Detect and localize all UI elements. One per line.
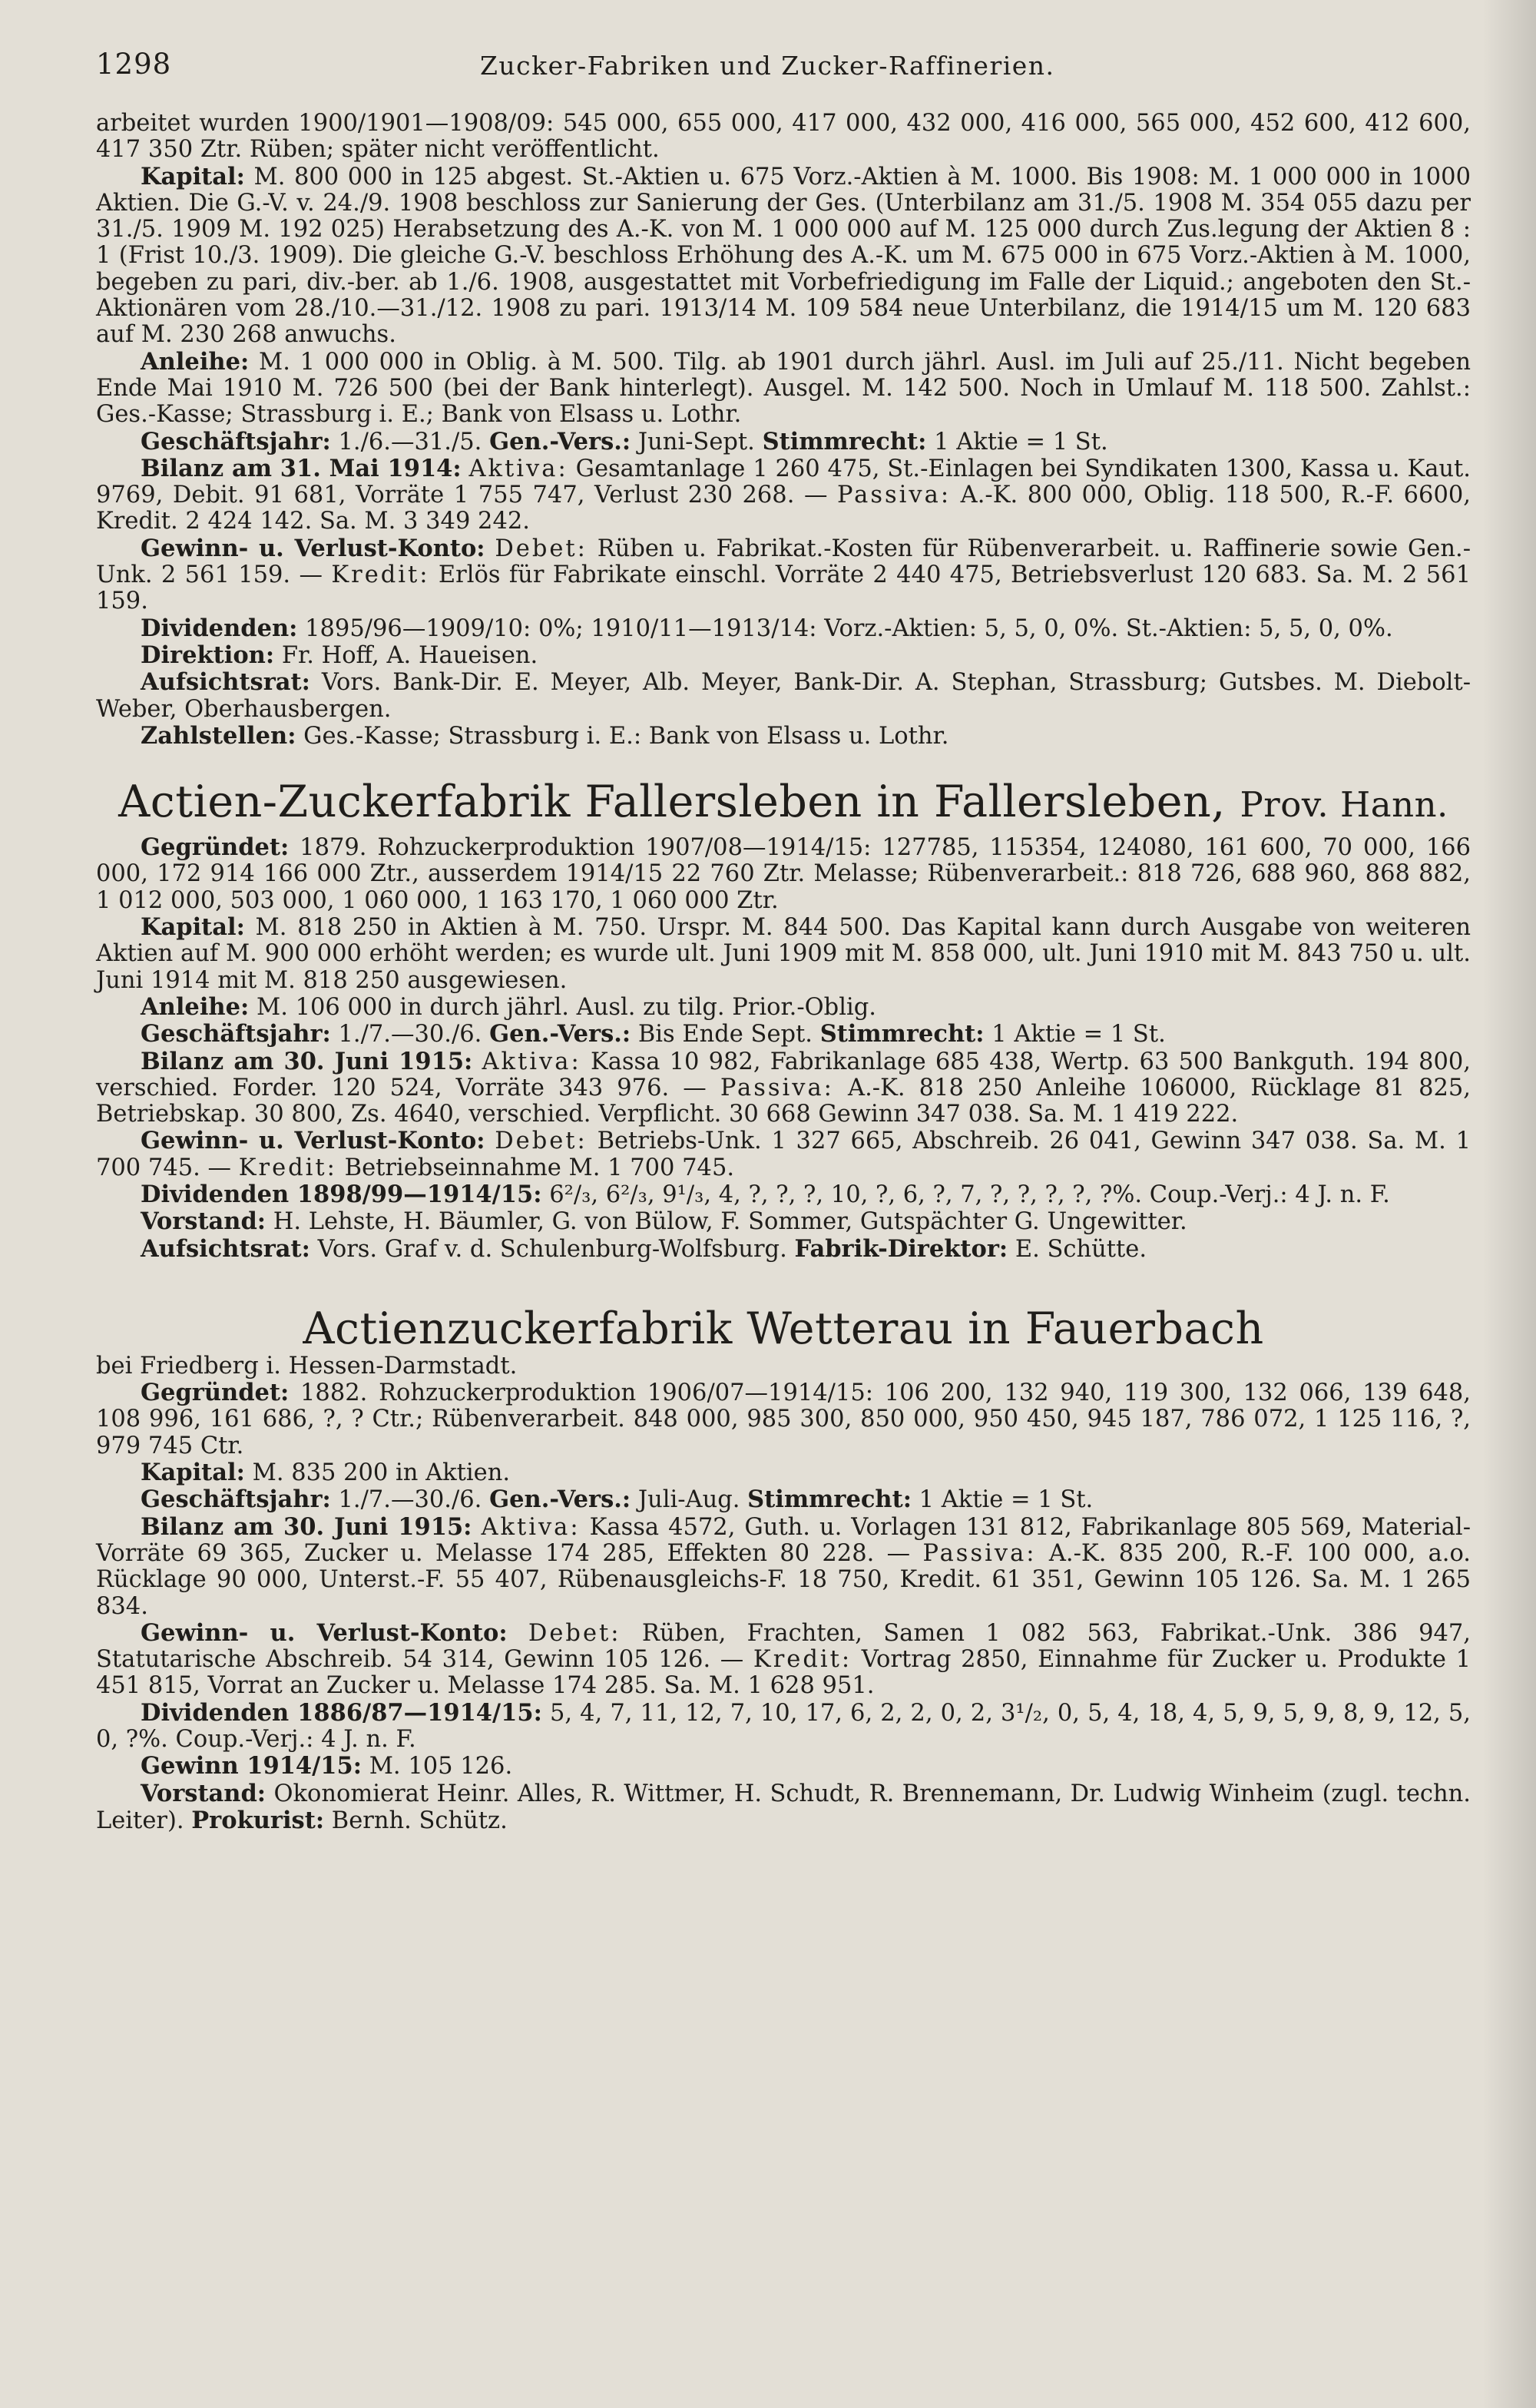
label: Bilanz am 30. Juni 1915: (141, 1512, 472, 1541)
label: Aktiva: (468, 455, 568, 482)
label: Gegründet: (141, 1379, 290, 1407)
text: 1895/96—1909/10: 0%; 1910/11—1913/14: Vorz.-Aktien: 5, 5, 0, 0%. St.-Aktien: 5, 5, 0, 0%. (305, 614, 1393, 642)
text: M. 835 200 in Aktien. (252, 1459, 511, 1487)
company-heading (96, 777, 1471, 830)
running-title: Zucker-Fabriken und Zucker-Raffinerien. (480, 51, 1055, 81)
balance-paragraph (96, 1048, 1471, 1128)
text: 5, 4, 7, 11, 12, 7, 10, 17, 6, 2, 2, 0, 2, 3¹/₂, 0, 5, 4, 18, 4, 5, 9, 5, 9, 8, 9, 12, 5, 0, ?%. Coup.-Verj.: 4 J. n. F. (96, 1699, 1471, 1754)
board-paragraph (96, 1780, 1471, 1835)
label: Passiva: (837, 482, 952, 509)
label: Stimmrecht: (762, 427, 927, 455)
business-year-paragraph (96, 1021, 1471, 1048)
business-year-paragraph (96, 429, 1471, 455)
label: Anleihe: (141, 347, 250, 376)
label: Dividenden 1898/99—1914/15: (141, 1180, 542, 1208)
company-location: bei Friedberg i. Hessen-Darmstadt. (96, 1352, 518, 1380)
supervisory-board-paragraph (96, 1236, 1471, 1263)
dividends-paragraph (96, 1700, 1471, 1754)
directors-paragraph (96, 642, 1471, 669)
label: Aktiva: (482, 1048, 581, 1075)
label: Dividenden: (141, 614, 298, 642)
label: Kapital: (141, 913, 245, 942)
text: 1879. Rohzuckerproduktion 1907/08—1914/15: 127785, 115354, 124080, 161 600, 70 000, 166 000, 172 914 166 000 Ztr., ausserdem 1914/15 22 760 Ztr. Melasse; Rübenverarbeit.: 818 726, 688 960, 868 882, 1 012 000, 503 000, 1 060 000, 1 163 170, 1 060 000 Ztr. (96, 834, 1471, 914)
page-edge-shadow (1482, 0, 1536, 2408)
text: Kassa 10 982, Fabrikanlage 685 438, Wertp. 63 500 Bankguth. 194 800, verschied. Forder. 120 524, Vorräte 343 976. — (96, 1048, 1471, 1101)
label: Gewinn- u. Verlust-Konto: (141, 534, 485, 562)
entry-wetterau (96, 1304, 1471, 1834)
label: Kredit: (753, 1646, 852, 1674)
text: M. 818 250 in Aktien à M. 750. Urspr. M. 844 500. Das Kapital kann durch Ausgabe von weiteren Aktien auf M. 900 000 erhöht werden; es wurde ult. Juni 1909 mit M. 858 000, ult. Juni 1910 mit M. 843 750 u. ult. Juni 1914 mit M. 818 250 ausgewiesen. (96, 914, 1471, 994)
loan-paragraph (96, 349, 1471, 429)
text: Erlös für Fabrikate einschl. Vorräte 2 440 475, Betriebsverlust 120 683. Sa. M. 2 561 159. (96, 561, 1471, 615)
text: 1 Aktie = 1 St. (991, 1021, 1166, 1048)
text: Rüben u. Fabrikat.-Kosten für Rübenverarbeit. u. Raffinerie sowie Gen.-Unk. 2 561 159. — (96, 535, 1471, 589)
label: Bilanz am 30. Juni 1915: (141, 1047, 473, 1075)
profit-loss-paragraph (96, 1128, 1471, 1181)
page-header (96, 48, 1471, 94)
text: M. 800 000 in 125 abgest. St.-Aktien u. 675 Vorz.-Aktien à M. 1000. Bis 1908: M. 1 000 000 in 1000 Aktien. Die G.-V. v. 24./9. 1908 beschloss zur Sanierung der Ges. (Unterbilanz am 31./5. 1908 M. 354 055 dazu per 31./5. 1909 M. 192 025) Herabsetzung des A.-K. von M. 1 000 000 auf M. 125 000 durch Zus.legung der Aktien 8 : 1 (Frist 10./3. 1909). Die gleiche G.-V. beschloss Erhöhung des A.-K. um M. 675 000 in 675 Vorz.-Aktien à M. 1000, begeben zu pari, div.-ber. ab 1./6. 1908, ausgestattet mit Vorbefriedigung im Falle der Liquid.; angeboten den St.-Aktionären vom 28./10.—31./12. 1908 zu pari. 1913/14 M. 109 584 neue Unterbilanz, die 1914/15 um M. 120 683 auf M. 230 268 anwuchs. (96, 163, 1471, 349)
label: Debet: (528, 1619, 621, 1647)
label: Aufsichtsrat: (141, 1234, 310, 1263)
label: Aktiva: (481, 1513, 581, 1541)
label: Gen.-Vers.: (489, 1486, 631, 1514)
text: Betriebseinnahme M. 1 700 745. (344, 1154, 735, 1181)
profit-loss-paragraph (96, 535, 1471, 615)
label: Kapital: (141, 1459, 245, 1487)
text: M. 105 126. (369, 1753, 513, 1780)
profit-paragraph (96, 1753, 1471, 1780)
page-number: 1298 (96, 48, 172, 81)
paying-agents-paragraph (96, 723, 1471, 750)
label: Debet: (495, 535, 588, 562)
text: Vors. Bank-Dir. E. Meyer, Alb. Meyer, Bank-Dir. A. Stephan, Strassburg; Gutsbes. M. Diebolt-Weber, Oberhausbergen. (96, 669, 1471, 723)
label: Anleihe: (141, 992, 250, 1021)
label: Debet: (495, 1128, 588, 1155)
text: Gesamtanlage 1 260 475, St.-Einlagen bei Syndikaten 1300, Kassa u. Kaut. 9769, Debit. 91 681, Vorräte 1 755 747, Verlust 230 268. — (96, 455, 1471, 509)
company-heading: Actienzuckerfabrik Wetterau in Fauerbach (303, 1303, 1264, 1354)
text: Juli-Aug. (637, 1486, 740, 1514)
text: E. Schütte. (1015, 1235, 1147, 1263)
label: Gewinn- u. Verlust-Konto: (141, 1127, 485, 1155)
label: Passiva: (922, 1539, 1037, 1567)
dividends-paragraph (96, 615, 1471, 642)
label: Bilanz am 31. Mai 1914: (141, 454, 462, 482)
label: Gen.-Vers.: (489, 1020, 631, 1048)
label: Geschäftsjahr: (141, 1486, 331, 1514)
text: 1882. Rohzuckerproduktion 1906/07—1914/15: 106 200, 132 940, 119 300, 132 066, 139 648, 108 996, 161 686, ?, ? Ctr.; Rübenverarbeit. 848 000, 985 300, 850 000, 950 450, 945 187, 786 072, 1 125 116, ?, 979 745 Ctr. (96, 1380, 1471, 1459)
label: Direktion: (141, 641, 275, 669)
text: M. 106 000 in durch jährl. Ausl. zu tilg. Prior.-Oblig. (256, 993, 876, 1021)
text: Vors. Graf v. d. Schulenburg-Wolfsburg. (317, 1235, 787, 1263)
text: M. 1 000 000 in Oblig. à M. 500. Tilg. ab 1901 durch jährl. Ausl. im Juli auf 25./11. Nicht begeben Ende Mai 1910 M. 726 500 (bei der Bank hinterlegt). Ausgel. M. 142 500. Noch in Umlauf M. 118 500. Zahlst.: Ges.-Kasse; Strassburg i. E.; Bank von Elsass u. Lothr. (96, 348, 1471, 429)
capital-paragraph (96, 1459, 1471, 1486)
label: Vorstand: (141, 1207, 266, 1236)
label: Gegründet: (141, 833, 290, 862)
label: Passiva: (720, 1074, 834, 1101)
text: Bis Ende Sept. (637, 1021, 813, 1048)
text: 1./6.—31./5. (338, 428, 482, 455)
text: A.-K. 835 200, R.-F. 100 000, a.o. Rücklage 90 000, Unterst.-F. 55 407, Rübenausgleichs-F. 18 750, Kredit. 61 351, Gewinn 105 126. Sa. M. 1 265 834. (96, 1539, 1471, 1620)
label: Prokurist: (191, 1806, 325, 1834)
company-province: Prov. Hann. (1240, 784, 1448, 826)
entry-fallersleben (96, 777, 1471, 1263)
text: 1./7.—30./6. (338, 1021, 482, 1048)
text: Vortrag 2850, Einnahme für Zucker u. Produkte 1 451 815, Vorrat an Zucker u. Melasse 174 285. Sa. M. 1 628 951. (96, 1646, 1471, 1700)
founded-paragraph (96, 1380, 1471, 1459)
text: Bernh. Schütz. (331, 1807, 508, 1834)
profit-loss-paragraph (96, 1620, 1471, 1700)
label: Aufsichtsrat: (141, 668, 310, 697)
label: Dividenden 1886/87—1914/15: (141, 1698, 542, 1727)
label: Gewinn- u. Verlust-Konto: (141, 1618, 508, 1647)
text: Kassa 4572, Guth. u. Vorlagen 131 812, Fabrikanlage 805 569, Material-Vorräte 69 365, Zucker u. Melasse 174 285, Effekten 80 228. — (96, 1513, 1471, 1567)
page-content (96, 111, 1471, 1834)
capital-paragraph (96, 914, 1471, 994)
label: Kredit: (238, 1154, 337, 1181)
label: Geschäftsjahr: (141, 427, 331, 455)
text: Juni-Sept. (637, 428, 755, 455)
text: 1 Aktie = 1 St. (919, 1486, 1094, 1514)
text: Fr. Hoff, A. Haueisen. (281, 641, 538, 669)
text: 1./7.—30./6. (338, 1486, 482, 1514)
supervisory-board-paragraph (96, 669, 1471, 723)
dividends-paragraph (96, 1181, 1471, 1208)
company-name: Actien-Zuckerfabrik Fallersleben in Fallersleben, (118, 777, 1226, 828)
text: Betriebs-Unk. 1 327 665, Abschreib. 26 041, Gewinn 347 038. Sa. M. 1 700 745. — (96, 1128, 1471, 1181)
label: Stimmrecht: (819, 1020, 985, 1048)
text: 6²/₃, 6²/₃, 9¹/₃, 4, ?, ?, ?, 10, ?, 6, ?, 7, ?, ?, ?, ?, ?%. Coup.-Verj.: 4 J. n. F. (549, 1181, 1390, 1208)
label: Kapital: (141, 162, 245, 190)
text: A.-K. 800 000, Oblig. 118 500, R.-F. 6600, Kredit. 2 424 142. Sa. M. 3 349 242. (96, 482, 1471, 535)
label: Gen.-Vers.: (489, 427, 631, 455)
text: A.-K. 818 250 Anleihe 106000, Rücklage 81 825, Betriebskap. 30 800, Zs. 4640, verschied. Verpflicht. 30 668 Gewinn 347 038. Sa. M. 1 419 222. (96, 1074, 1471, 1128)
text: Ges.-Kasse; Strassburg i. E.: Bank von Elsass u. Lothr. (303, 722, 949, 750)
label: Kredit: (331, 561, 430, 589)
label: Stimmrecht: (747, 1486, 912, 1514)
text: H. Lehste, H. Bäumler, G. von Bülow, F. Sommer, Gutspächter G. Ungewitter. (273, 1208, 1187, 1236)
label: Gewinn 1914/15: (141, 1752, 362, 1780)
label: Vorstand: (141, 1779, 266, 1807)
capital-paragraph (96, 164, 1471, 349)
balance-paragraph (96, 455, 1471, 535)
label: Zahlstellen: (141, 721, 296, 750)
production-paragraph: arbeitet wurden 1900/1901—1908/09: 545 000, 655 000, 417 000, 432 000, 416 000, 565 000, 452 600, 412 600, 417 350 Ztr. Rüben; später nicht veröffentlicht. (96, 110, 1471, 164)
label: Fabrik-Direktor: (794, 1234, 1008, 1263)
founded-paragraph (96, 834, 1471, 914)
balance-paragraph (96, 1514, 1471, 1620)
text: Rüben, Frachten, Samen 1 082 563, Fabrikat.-Unk. 386 947, Statutarische Abschreib. 54 314, Gewinn 105 126. — (96, 1619, 1471, 1674)
label: Geschäftsjahr: (141, 1020, 331, 1048)
text: Okonomierat Heinr. Alles, R. Wittmer, H. Schudt, R. Brennemann, Dr. Ludwig Winheim (zugl. techn. Leiter). (96, 1780, 1471, 1834)
entry-continued (96, 111, 1471, 750)
loan-paragraph (96, 994, 1471, 1021)
text: 1 Aktie = 1 St. (934, 428, 1108, 455)
business-year-paragraph (96, 1486, 1471, 1513)
board-paragraph (96, 1208, 1471, 1235)
